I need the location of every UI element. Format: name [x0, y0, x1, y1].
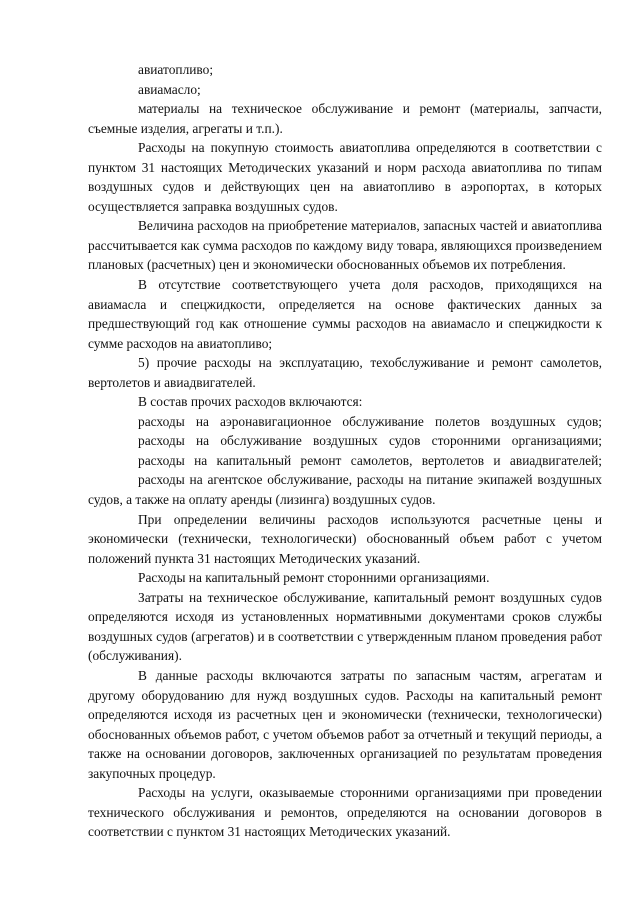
paragraph-oil-share: В отсутствие соответствующего учета доля расходов, приходящихся на авиамасла и спецжидкости, определяется на основе фактических данных за предшествующий год как отношение суммы расходов на авиамасло и спецжидкости к сумме расходов на авиатопливо; [88, 277, 602, 351]
paragraph-third-party-services: Расходы на услуги, оказываемые сторонними организациями при проведении технического обслуживания и ремонтов, определяются на основании договоров в соответствии с пунктом 31 настоящих Методических указаний. [88, 785, 602, 840]
list-item-agency-services: расходы на агентское обслуживание, расходы на питание экипажей воздушных судов, а также на оплату аренды (лизинга) воздушных судов. [88, 472, 602, 508]
document-page [88, 60, 602, 842]
paragraph-fuel-cost: Расходы на покупную стоимость авиатоплива определяются в соответствии с пунктом 31 настоящих Методических указаний и норм расхода авиатоплива по типам воздушных судов и действующих цен на авиатопливо в аэропортах, в которых осуществляется заправка воздушных судов. [88, 140, 602, 214]
list-item-aviation-fuel: авиатопливо; [138, 62, 214, 77]
list-item-maintenance-materials: материалы на техническое обслуживание и ремонт (материалы, запчасти, съемные изделия, агрегаты и т.п.). [88, 101, 602, 136]
paragraph-other-expenses-intro: В состав прочих расходов включаются: [138, 394, 363, 410]
list-item-overhaul: расходы на капитальный ремонт самолетов, вертолетов и авиадвигателей; [138, 452, 602, 468]
list-item-air-navigation: расходы на аэронавигационное обслуживание полетов воздушных судов; [138, 413, 602, 429]
paragraph-other-expenses: 5) прочие расходы на эксплуатацию, техобслуживание и ремонт самолетов, вертолетов и авиадвигателей. [88, 355, 602, 390]
paragraph-maintenance-costs: Затраты на техническое обслуживание, капитальный ремонт воздушных судов определяются исходя из установленных нормативными документами сроков службы воздушных судов (агрегатов) и в соответствии с утвержденным планом проведения работ (обслуживания). [88, 589, 602, 664]
list-item-aviation-oil: авиамасло; [138, 81, 201, 97]
paragraph-calculation-basis: При определении величины расходов используются расчетные цены и экономически (технически, технологически) обоснованный объем работ с учетом положений пункта 31 настоящих Методических указаний. [88, 511, 602, 566]
list-item-third-party-service: расходы на обслуживание воздушных судов сторонними организациями; [138, 433, 602, 449]
paragraph-spare-parts: В данные расходы включаются затраты по запасным частям, агрегатам и другому оборудованию для нужд воздушных судов. Расходы на капитальный ремонт определяются исходя из расчетных цен и экономически (технически, технологически) обоснованных объемов работ, с учетом объемов работ за отчетный и текущий периоды, а также на основании договоров, заключенных организацией по результатам проведения закупочных процедур. [88, 667, 602, 781]
paragraph-materials-cost: Величина расходов на приобретение материалов, запасных частей и авиатоплива рассчитывается как сумма расходов по каждому виду товара, являющихся произведением плановых (расчетных) цен и экономически обоснованных объемов их потребления. [88, 218, 602, 273]
paragraph-overhaul-heading: Расходы на капитальный ремонт сторонними организациями. [138, 570, 490, 586]
